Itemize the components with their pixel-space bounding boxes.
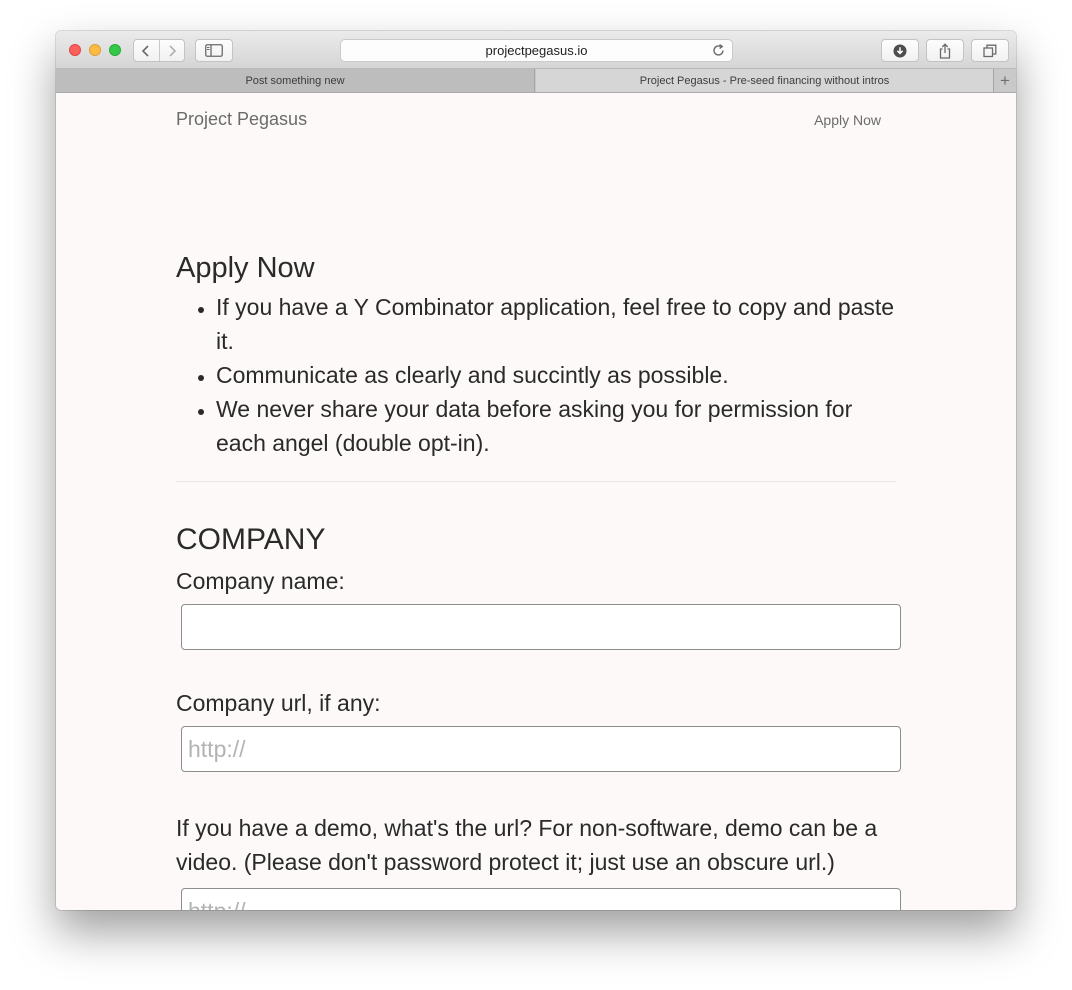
minimize-window-button[interactable] — [89, 44, 101, 56]
tabs-overview-icon — [983, 44, 997, 58]
company-name-label: Company name: — [176, 568, 345, 594]
tab-project-pegasus[interactable]: Project Pegasus - Pre-seed financing without intros — [536, 69, 993, 92]
company-section-title: COMPANY — [176, 523, 326, 556]
web-page — [56, 93, 1016, 910]
site-navbar — [176, 107, 881, 131]
apply-now-nav-link[interactable]: Apply Now — [814, 112, 881, 128]
back-button[interactable] — [134, 40, 159, 61]
new-tab-button[interactable]: + — [993, 69, 1016, 92]
sidebar-icon — [205, 44, 223, 57]
browser-window — [56, 31, 1016, 910]
application-tips-list — [176, 290, 898, 460]
demo-url-label: If you have a demo, what's the url? For non-software, demo can be a video. (Please don't password protect it; just use an obscure url.) — [176, 815, 878, 875]
downloads-button[interactable] — [881, 39, 919, 62]
share-icon — [938, 43, 952, 59]
section-divider — [176, 481, 896, 482]
tip-item: • Communicate as clearly and succintly as possible. — [216, 358, 898, 392]
forward-button[interactable] — [159, 40, 184, 61]
show-tabs-button[interactable] — [971, 39, 1009, 62]
chevron-right-icon — [167, 44, 177, 58]
address-text: projectpegasus.io — [485, 43, 588, 58]
maximize-window-button[interactable] — [109, 44, 121, 56]
company-name-input[interactable] — [181, 604, 901, 650]
tip-item: • If you have a Y Combinator application, feel free to copy and paste it. — [216, 290, 898, 358]
tip-item: • We never share your data before asking you for permission for each angel (double opt-in). — [216, 392, 898, 460]
share-button[interactable] — [926, 39, 964, 62]
tab-post-something-new[interactable]: Post something new — [56, 69, 535, 92]
sidebar-toggle-button[interactable] — [195, 39, 233, 62]
history-nav-group — [133, 39, 185, 62]
chevron-left-icon — [141, 44, 151, 58]
application-form — [176, 250, 898, 910]
page-title: Apply Now — [176, 252, 315, 284]
company-url-label: Company url, if any: — [176, 690, 381, 716]
tab-bar — [56, 69, 1016, 93]
download-icon — [893, 44, 907, 58]
address-bar[interactable] — [340, 39, 733, 62]
close-window-button[interactable] — [69, 44, 81, 56]
reload-icon[interactable] — [711, 43, 726, 58]
demo-url-input[interactable] — [181, 888, 901, 910]
company-url-input[interactable] — [181, 726, 901, 772]
site-brand-link[interactable]: Project Pegasus — [176, 109, 308, 129]
browser-toolbar — [56, 31, 1016, 69]
